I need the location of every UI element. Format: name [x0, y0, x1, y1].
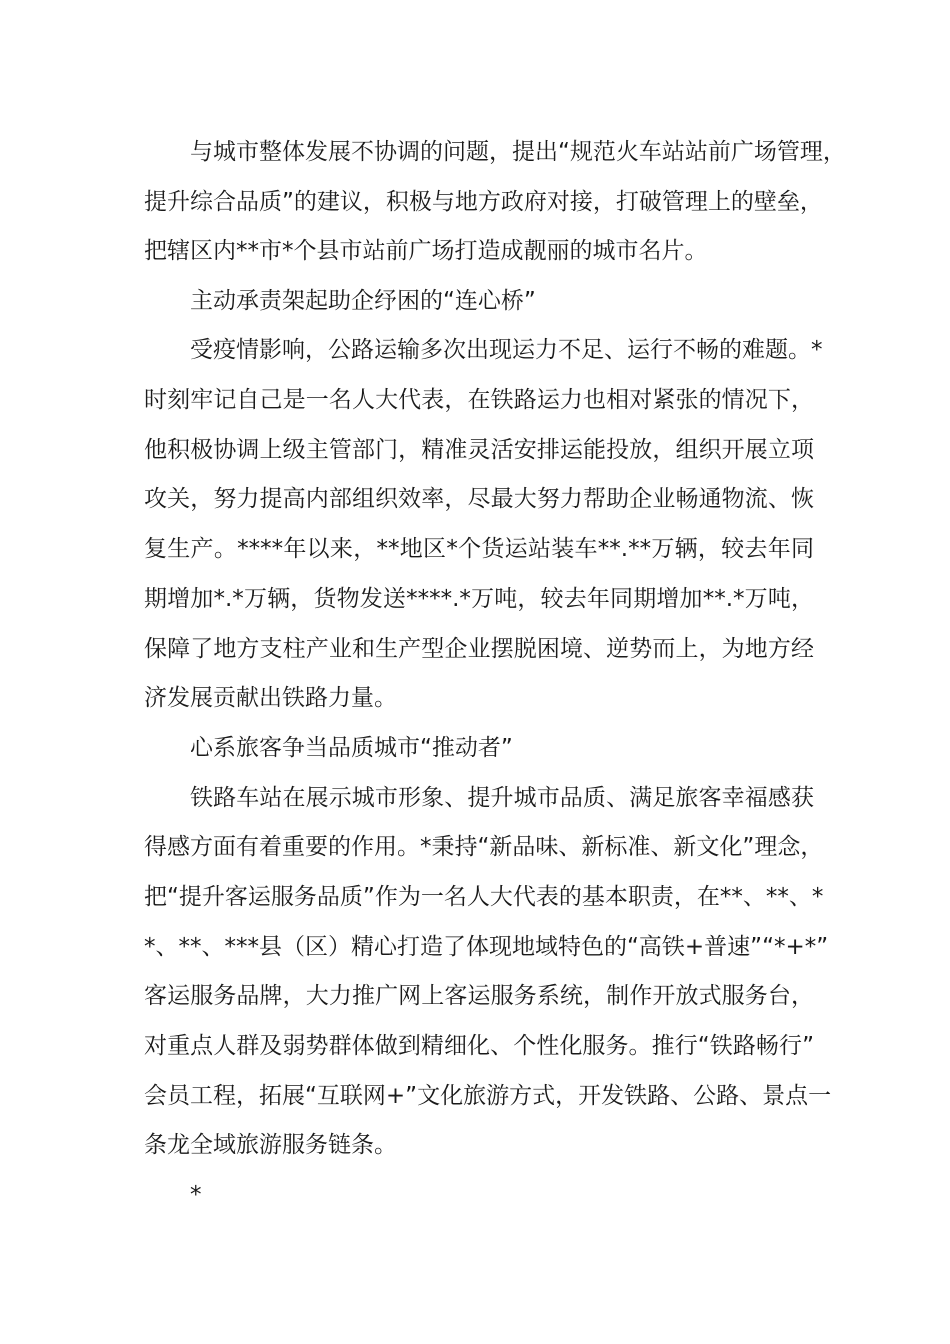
section-heading: 主动承责架起助企纾困的“连心桥”	[190, 288, 536, 314]
text-line: 攻关，努力提高内部组织效率，尽最大努力帮助企业畅通物流、恢	[144, 486, 814, 512]
text-line: 把“提升客运服务品质”作为一名人大代表的基本职责，在**、**、*	[144, 884, 824, 910]
text-line: 与城市整体发展不协调的问题，提出“规范火车站站前广场管理，	[190, 139, 846, 165]
text-line: 客运服务品牌，大力推广网上客运服务系统，制作开放式服务台，	[144, 983, 814, 1009]
text-line: 把辖区内**市*个县市站前广场打造成靓丽的城市名片。	[144, 238, 708, 264]
text-line: *	[190, 1182, 202, 1208]
text-line: 保障了地方支柱产业和生产型企业摆脱困境、逆势而上，为地方经	[144, 636, 814, 662]
text-line: 得感方面有着重要的作用。*秉持“新品味、新标准、新文化”理念，	[144, 834, 824, 860]
text-line: 济发展贡献出铁路力量。	[144, 685, 397, 711]
text-line: 时刻牢记自己是一名人大代表，在铁路运力也相对紧张的情况下，	[144, 387, 814, 413]
text-line: *、**、***县（区）精心打造了体现地域特色的“高铁+普速”“*+*”	[144, 934, 829, 960]
section-heading: 心系旅客争当品质城市“推动者”	[190, 735, 513, 761]
text-line: 受疫情影响，公路运输多次出现运力不足、运行不畅的难题。*	[190, 337, 823, 363]
text-line: 对重点人群及弱势群体做到精细化、个性化服务。推行“铁路畅行”	[144, 1033, 814, 1059]
text-line: 会员工程，拓展“互联网+”文化旅游方式，开发铁路、公路、景点一	[144, 1083, 832, 1109]
text-line: 他积极协调上级主管部门，精准灵活安排运能投放，组织开展立项	[144, 437, 814, 463]
text-line: 条龙全域旅游服务链条。	[144, 1132, 397, 1158]
text-line: 期增加*.*万辆，货物发送****.*万吨，较去年同期增加**.*万吨，	[144, 586, 814, 612]
text-line: 提升综合品质”的建议，积极与地方政府对接，打破管理上的壁垒，	[144, 189, 823, 215]
text-line: 复生产。****年以来，**地区*个货运站装车**.**万辆，较去年同	[144, 536, 814, 562]
text-line: 铁路车站在展示城市形象、提升城市品质、满足旅客幸福感获	[190, 785, 814, 811]
